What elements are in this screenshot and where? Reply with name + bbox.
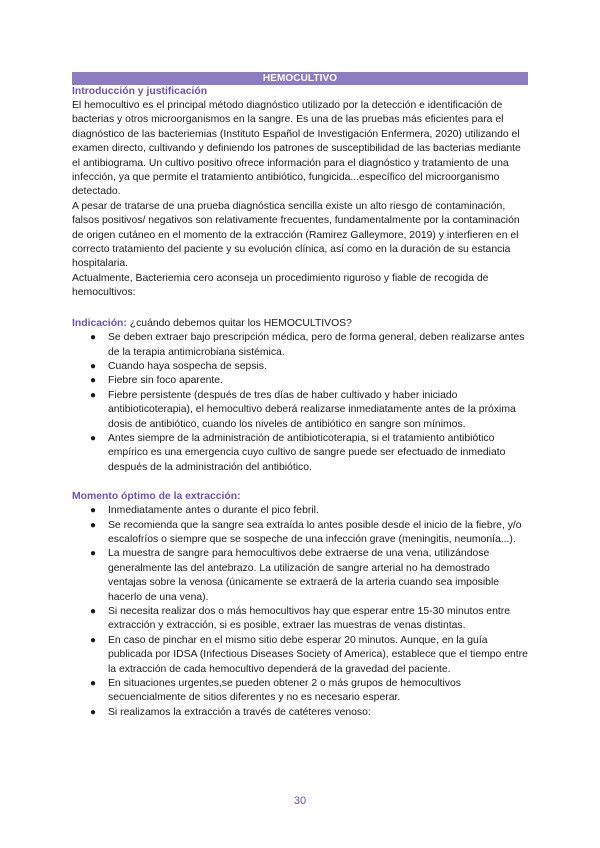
bullet-icon: ● [90,519,97,531]
list-item: ● La muestra de sangre para hemocultivos debe extraerse de una vena, utilizándose generalmente las del antebrazo. La utilización de sangre arterial no ha demostrado ventajas sobre la venosa (únicamente se extraerá de la arteria cuando sea imposible hacerlo de una vena). [90,548,500,603]
list-item: ● Se recomienda que la sangre sea extraída lo antes posible desde el inicio de la fiebre, y/o escalofríos o siempre que se sospeche de una infección grave (meningitis, neumonía...). [90,519,522,545]
document-page [72,72,528,720]
bullet-icon: ● [90,375,97,387]
list-item: ● En situaciones urgentes,se pueden obtener 2 o más grupos de hemocultivos secuencialmente de sitios diferentes y no es necesario esperar. [90,678,461,704]
bullet-icon: ● [90,548,97,560]
list-item: ● Se deben extraer bajo prescripción médica, pero de forma general, deben realizarse antes de la terapia antimicrobiana sistémica. [90,332,525,358]
intro-paragraph-2: A pesar de tratarse de una prueba diagnóstica sencilla existe un alto riesgo de contaminación, falsos positivos/ negativos son relativamente frecuentes, fundamentalmente por la contaminación de origen cutáneo en el momento de la extracción (Ramirez Galleymore, 2019) y interfieren en el correcto tratamiento del paciente y su evolución clínica, así como en la duración de su estancia hospitalaria. [72,200,520,270]
intro-paragraph-1: El hemocultivo es el principal método diagnóstico utilizado por la detección e identificación de bacterias y otros microorganismos en la sangre. Es una de las pruebas más eficientes para el diagnóstico de las bacteriemias (Instituto Español de Investigación Enfermera, 2020) utilizando el examen directo, cultivando y definiendo los patrones de susceptibilidad de las bacterias mediante el antibiograma. Un cultivo positivo ofrece información para el diagnóstico y tratamiento de una infección, ya que permite el tratamiento antibiótico, fungicida...específico del microorganismo detectado. [72,100,521,198]
list-item: ● Fiebre sin foco aparente. [72,374,528,388]
list-item: ● Antes siempre de la administración de antibioticoterapia, si el tratamiento antibiótico empírico es una emergencia cuyo cultivo de sangre puede ser efectuado de inmediato después de la administración del antibiótico. [90,432,506,473]
indication-line [72,317,528,331]
bullet-icon: ● [90,432,97,444]
bullet-icon: ● [90,389,97,401]
timing-list [72,504,528,720]
bullet-icon: ● [90,360,97,372]
list-item: ● Inmediatamente antes o durante el pico febril. [72,504,528,518]
bullet-icon: ● [90,634,97,646]
bullet-icon: ● [90,332,97,344]
indication-heading: Indicación: [72,317,127,329]
list-item: ● Si necesita realizar dos o más hemocultivos hay que esperar entre 15-30 minutos entre extracción y extracción, si es posible, extraer las muestras de venas distintas. [90,606,510,632]
indication-list [72,331,528,475]
list-item: ● Cuando haya sospecha de sepsis. [72,360,528,374]
timing-heading: Momento óptimo de la extracción: [72,491,241,503]
intro-paragraph-3: Actualmente, Bacteriemia cero aconseja un procedimiento riguroso y fiable de recogida de hemocultivos: [72,272,489,299]
bullet-icon: ● [90,706,97,718]
title-banner: HEMOCULTIVO [72,72,528,85]
list-item: ● En caso de pinchar en el mismo sitio debe esperar 20 minutos. Aunque, en la guía publicada por IDSA (Infectious Diseases Society of America), establece que el tiempo entre la extracción de cada hemocultivo dependerá de la gravedad del paciente. [90,634,528,675]
indication-question: ¿cuándo debemos quitar los HEMOCULTIVOS? [129,317,352,329]
bullet-icon: ● [90,606,97,617]
bullet-icon: ● [90,678,97,690]
list-item: ● Fiebre persistente (después de tres días de haber cultivado y haber iniciado antibioticoterapia), el hemocultivo deberá realizarse inmediatamente antes de la próxima dosis de antibiótico, cuando los niveles de antibiótico en sangre son mínimos. [90,389,516,430]
intro-heading: Introducción y justificación [72,86,208,97]
bullet-icon: ● [90,505,97,517]
list-item: ● Si realizamos la extracción a través de catéteres venoso: [72,706,528,720]
page-number: 30 [293,795,307,807]
